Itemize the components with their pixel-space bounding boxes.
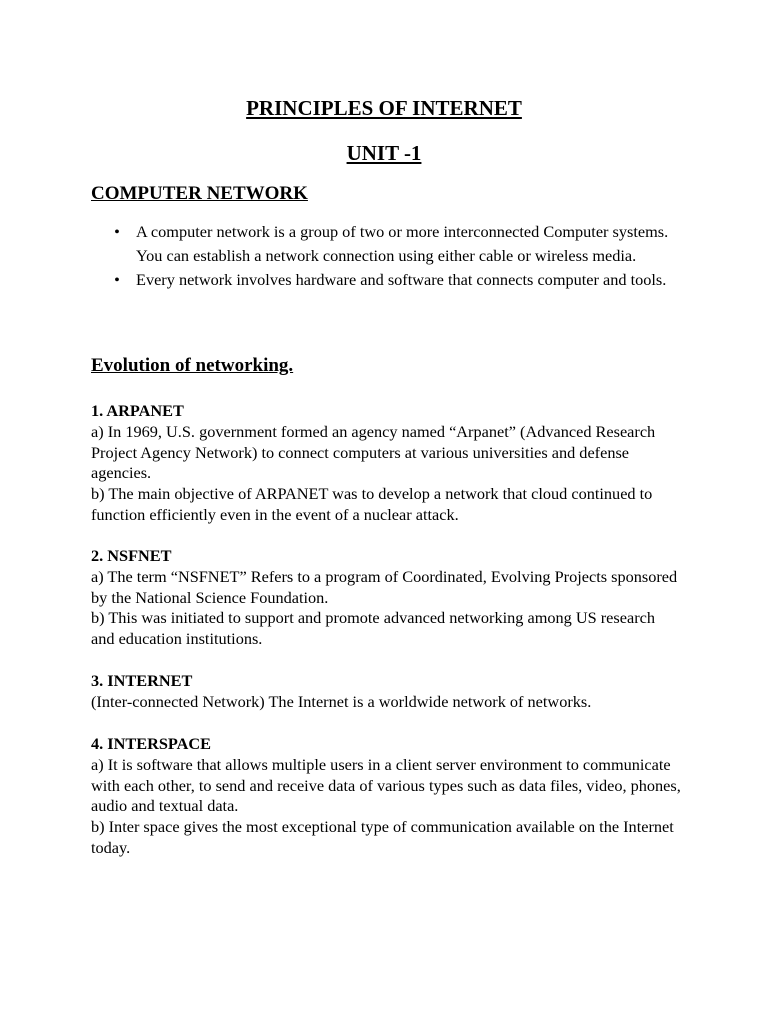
section-title: 3. INTERNET bbox=[91, 671, 193, 690]
section-line: (Inter-connected Network) The Internet is a worldwide network of networks. bbox=[91, 691, 592, 711]
bullet-item bbox=[91, 220, 691, 268]
bullet-text: Every network involves hardware and software that connects computer and tools. bbox=[136, 270, 667, 289]
section-interspace bbox=[91, 734, 681, 859]
bullet-dot-icon: • bbox=[114, 270, 120, 289]
section-line: a) It is software that allows multiple users in a client server environment to communicate with each other, to send and receive data of various types such as data files, video, phones, audio and textual data. bbox=[91, 754, 681, 816]
bullet-item bbox=[91, 268, 691, 292]
section-line: b) The main objective of ARPANET was to develop a network that cloud continued to function efficiently even in the event of a nuclear attack. bbox=[91, 484, 653, 524]
evolution-heading: Evolution of networking. bbox=[91, 355, 294, 376]
bullet-text: A computer network is a group of two or more interconnected Computer systems. You can establish a network connection using either cable or wireless media. bbox=[136, 222, 669, 265]
section-title: 4. INTERSPACE bbox=[91, 734, 212, 753]
section-title: 1. ARPANET bbox=[91, 401, 184, 420]
section-internet bbox=[91, 671, 681, 713]
section-title: 2. NSFNET bbox=[91, 546, 172, 565]
bullet-list bbox=[91, 220, 691, 292]
unit-heading: UNIT -1 bbox=[346, 141, 422, 165]
section-line: a) In 1969, U.S. government formed an agency named “Arpanet” (Advanced Research Project Agency Network) to connect computers at various universities and defense agencies. bbox=[91, 421, 656, 483]
document-title: PRINCIPLES OF INTERNET bbox=[246, 96, 522, 120]
section-line: b) This was initiated to support and promote advanced networking among US research and education institutions. bbox=[91, 608, 655, 649]
section-arpanet bbox=[91, 401, 681, 526]
section-line: a) The term “NSFNET” Refers to a program of Coordinated, Evolving Projects sponsored by the National Science Foundation. bbox=[91, 566, 678, 607]
section-heading-computer-network: COMPUTER NETWORK bbox=[91, 183, 308, 204]
section-line: b) Inter space gives the most exceptional type of communication available on the Internet today. bbox=[91, 817, 674, 857]
section-nsfnet bbox=[91, 546, 681, 650]
bullet-dot-icon: • bbox=[114, 222, 120, 241]
